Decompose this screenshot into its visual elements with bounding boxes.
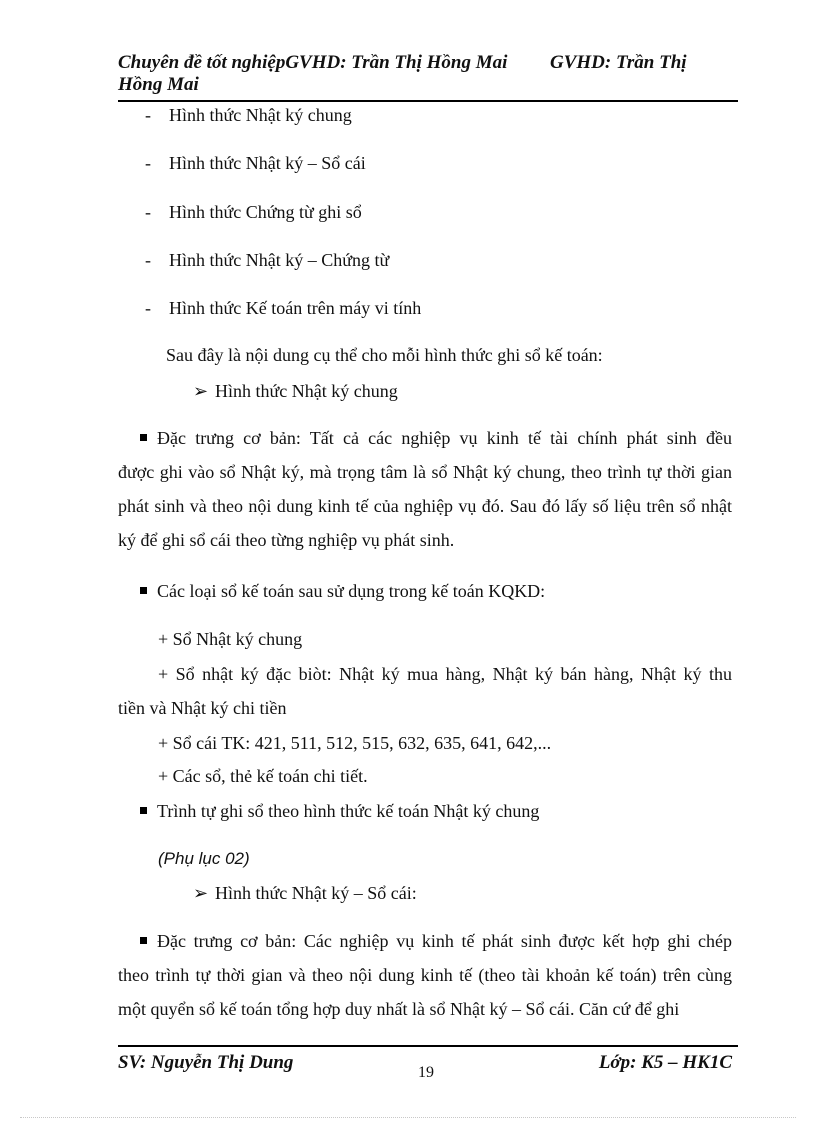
books-heading	[140, 580, 545, 602]
header-advisor: GVHD: Trần Thị	[550, 52, 687, 73]
list-item-text: Hình thức Chứng từ ghi sổ	[169, 202, 362, 222]
list-item-text: Hình thức Nhật ký – Chứng từ	[169, 250, 390, 270]
list-marker: -	[145, 153, 151, 173]
sequence-text: Trình tự ghi sổ theo hình thức kế toán Nhật ký chung	[157, 801, 540, 821]
list-item	[145, 297, 421, 319]
intro-text: Sau đây là nội dung cụ thể cho mỗi hình thức ghi sổ kế toán:	[166, 345, 603, 365]
footer-student: SV: Nguyễn Thị Dung	[118, 1052, 294, 1073]
sequence-heading	[140, 800, 539, 822]
feature-paragraph	[118, 421, 732, 557]
page-number: 19	[418, 1064, 434, 1081]
arrow-bullet-icon: ➢	[193, 381, 209, 401]
section-heading	[193, 882, 417, 904]
appendix-reference: (Phụ lục 02)	[158, 849, 250, 868]
book-item	[118, 657, 732, 725]
square-bullet-icon	[140, 807, 147, 814]
footer-class: Lớp: K5 – HK1C	[598, 1052, 732, 1073]
list-item	[145, 104, 352, 126]
header-title: Chuyên đề tốt nghiệpGVHD: Trần Thị Hồng Mai	[118, 52, 508, 73]
page-header	[118, 52, 738, 96]
section-heading-text: Hình thức Nhật ký – Sổ cái:	[215, 883, 417, 903]
square-bullet-icon	[140, 434, 147, 441]
list-item	[145, 249, 389, 271]
paragraph-text: Đặc trưng cơ bản: Tất cả các nghiệp vụ kinh tế tài chính phát sinh đều	[157, 428, 732, 448]
header-divider	[118, 100, 738, 102]
list-marker: -	[145, 202, 151, 222]
feature-paragraph	[118, 924, 732, 1026]
paragraph-text: Đặc trưng cơ bản: Các nghiệp vụ kinh tế phát sinh được kết hợp ghi chép	[157, 931, 732, 951]
header-continuation: Hồng Mai	[118, 74, 199, 95]
book-item-text: + Sổ nhật ký đặc biòt: Nhật ký mua hàng, Nhật ký bán hàng, Nhật ký thu	[158, 664, 732, 684]
page-edge	[20, 1117, 796, 1118]
list-item-text: Hình thức Kế toán trên máy vi tính	[169, 298, 422, 318]
section-heading-text: Hình thức Nhật ký chung	[215, 381, 398, 401]
section-heading	[193, 380, 398, 402]
book-item: + Các sổ, thẻ kế toán chi tiết.	[158, 766, 368, 786]
square-bullet-icon	[140, 587, 147, 594]
book-item: + Sổ cái TK: 421, 511, 512, 515, 632, 635, 641, 642,...	[158, 733, 552, 753]
square-bullet-icon	[140, 937, 147, 944]
list-item	[145, 152, 366, 174]
books-heading-text: Các loại sổ kế toán sau sử dụng trong kế toán KQKD:	[157, 581, 546, 601]
list-marker: -	[145, 105, 151, 125]
list-item	[145, 201, 362, 223]
list-item-text: Hình thức Nhật ký – Sổ cái	[169, 153, 366, 173]
book-item: + Sổ Nhật ký chung	[158, 629, 303, 649]
footer-divider	[118, 1045, 738, 1047]
list-item-text: Hình thức Nhật ký chung	[169, 105, 352, 125]
paragraph-text: theo trình tự thời gian và theo nội dung kinh tế (theo tài khoản kế toán) trên cùng một quyển sổ kế toán tổng hợp duy nhất là sổ Nhật ký – Sổ cái. Căn cứ để ghi	[118, 965, 732, 1019]
list-marker: -	[145, 298, 151, 318]
list-marker: -	[145, 250, 151, 270]
book-item-text: tiền và Nhật ký chi tiền	[118, 698, 287, 718]
paragraph-text: được ghi vào sổ Nhật ký, mà trọng tâm là sổ Nhật ký chung, theo trình tự thời gian phát sinh và theo nội dung kinh tế của nghiệp vụ đó. Sau đó lấy số liệu trên sổ nhật ký để ghi sổ cái theo từng nghiệp vụ phát sinh.	[118, 462, 732, 550]
arrow-bullet-icon: ➢	[193, 883, 209, 903]
